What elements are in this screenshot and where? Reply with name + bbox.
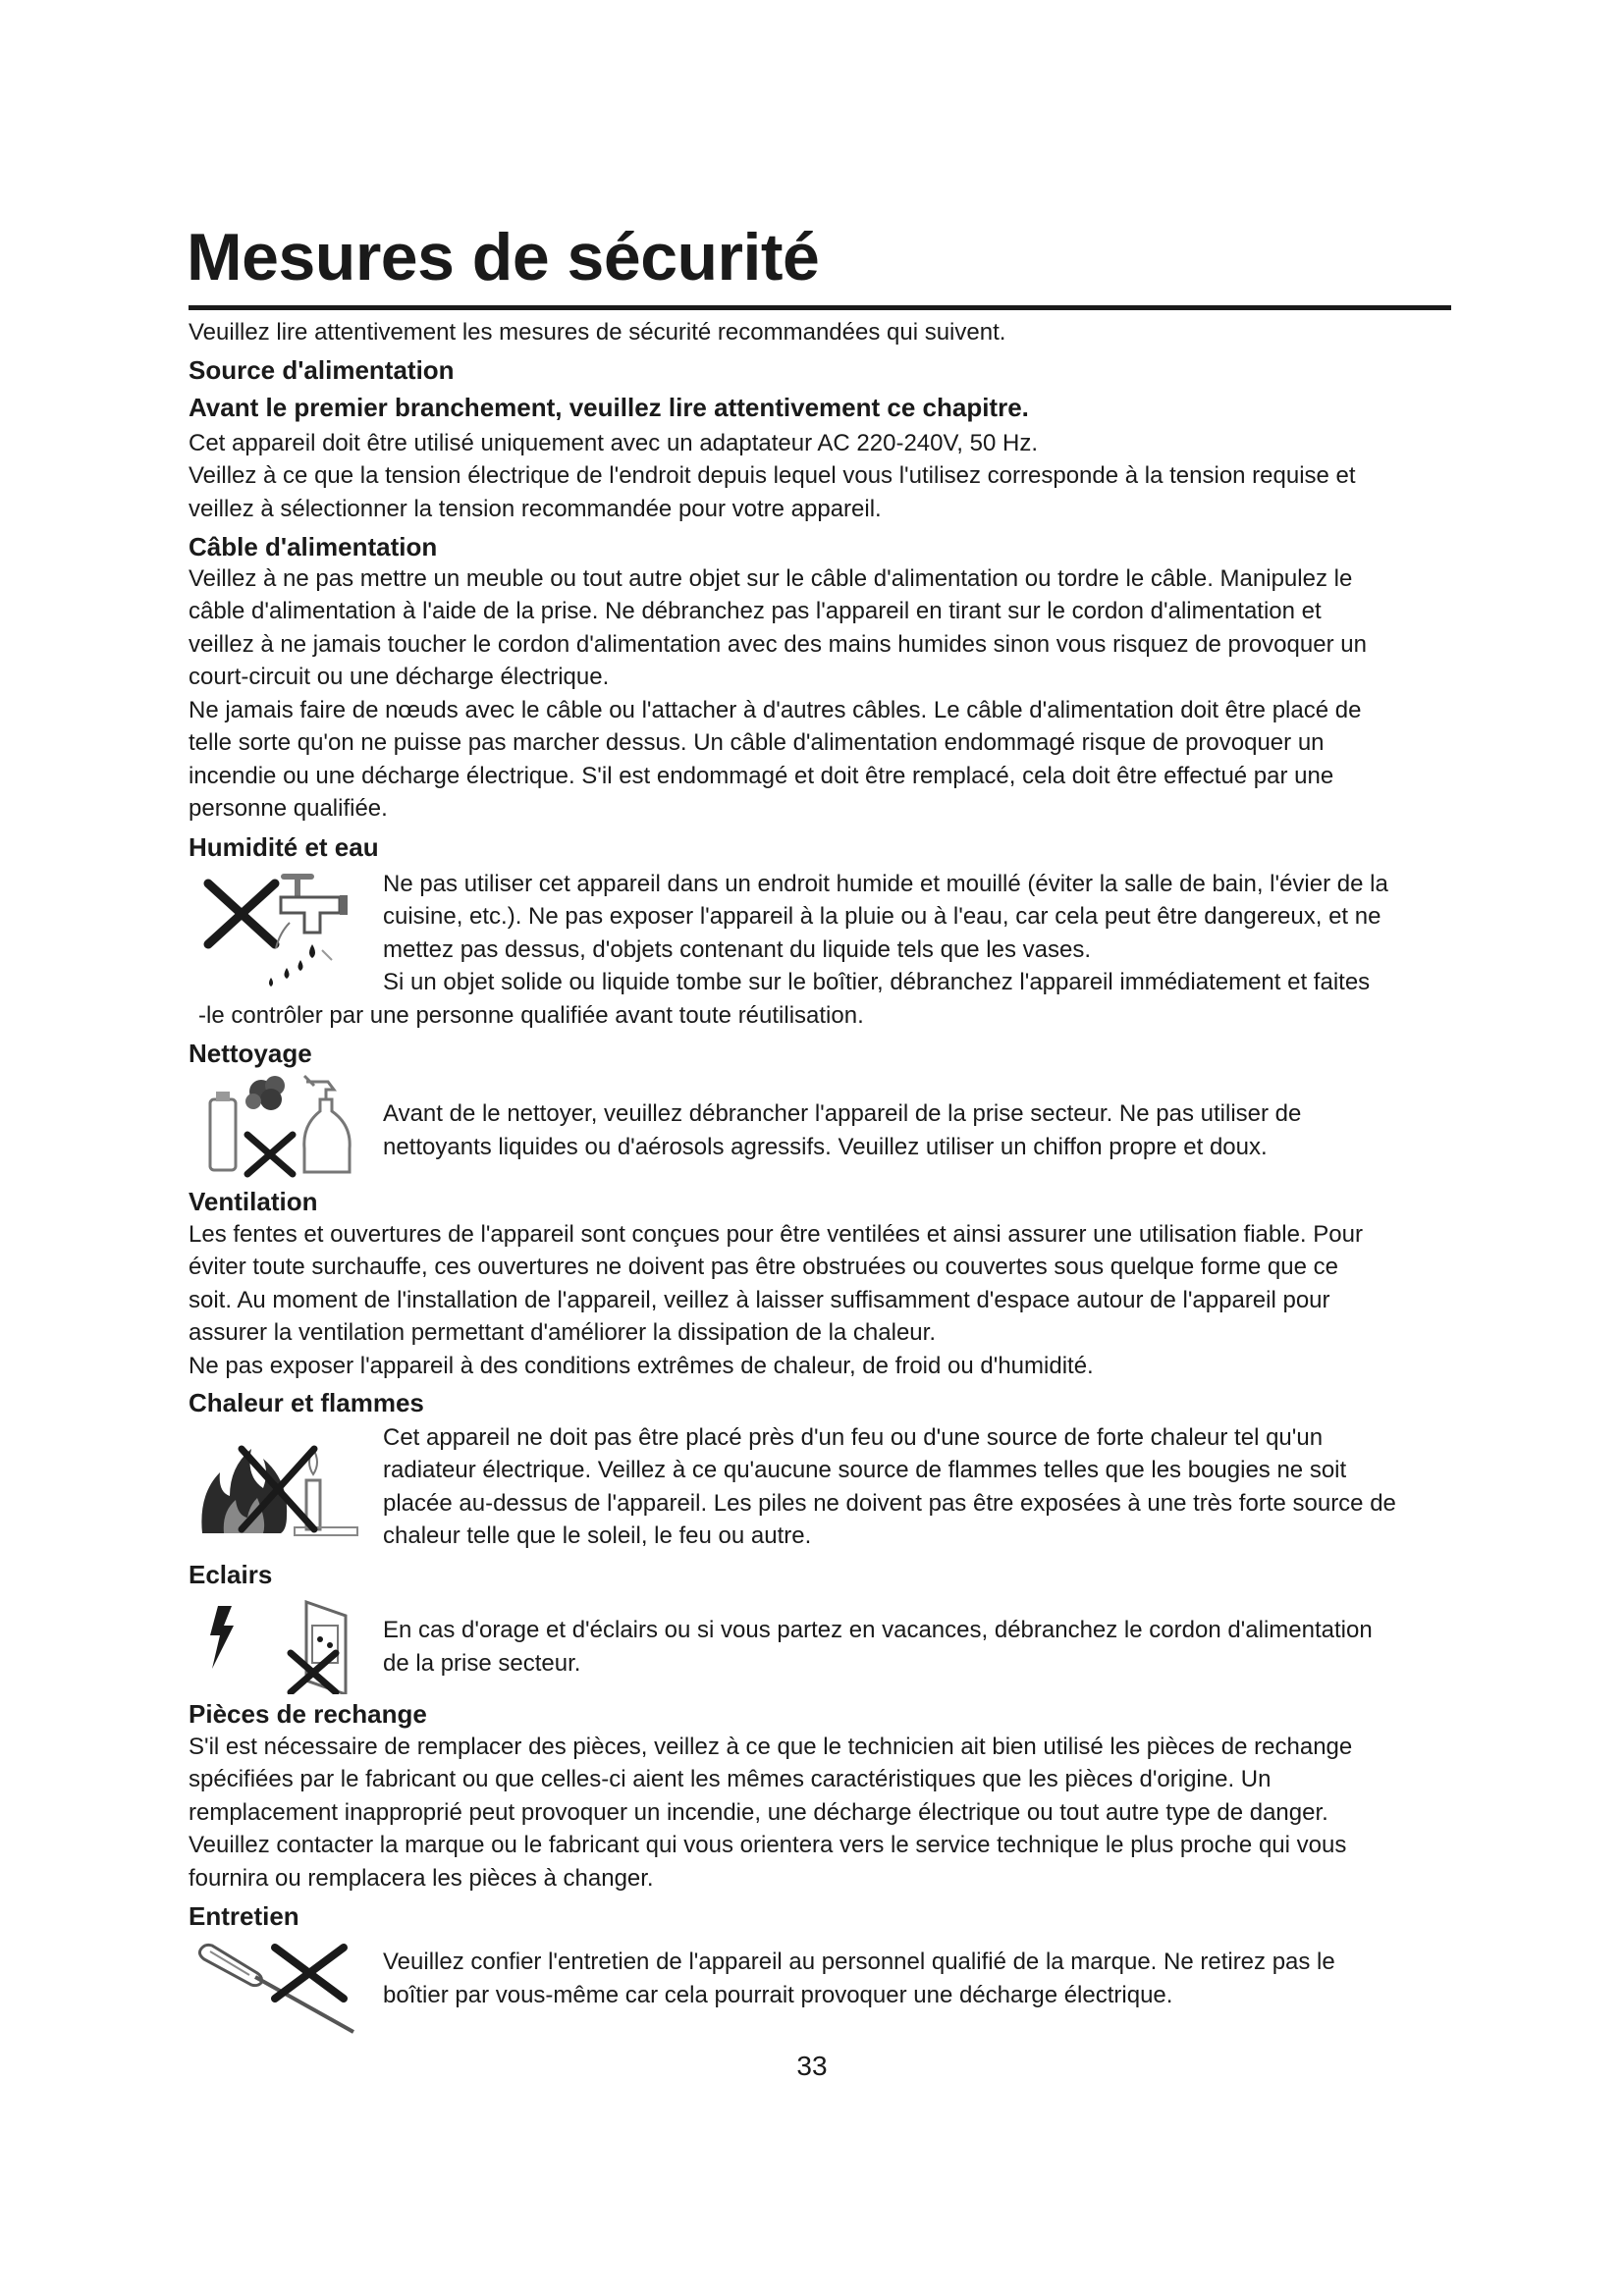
source-line: Veillez à ce que la tension électrique de l'endroit depuis lequel vous l'utilisez corresponde à la tension requise et (189, 462, 1356, 489)
no-aerosol-spray-icon (196, 1070, 363, 1178)
heat-line: Cet appareil ne doit pas être placé près d'un feu ou d'une source de forte chaleur tel qu'un (383, 1424, 1324, 1451)
cable-line: personne qualifiée. (189, 795, 388, 822)
cable-line: câble d'alimentation à l'aide de la prise. Ne débranchez pas l'appareil en tirant sur le cordon d'alimentation et (189, 598, 1322, 624)
cable-line: Ne jamais faire de nœuds avec le câble ou l'attacher à d'autres câbles. Le câble d'alimentation doit être placé de (189, 697, 1362, 723)
no-water-tap-icon (196, 866, 353, 988)
page-title: Mesures de sécurité (187, 220, 820, 294)
no-screwdriver-icon (196, 1938, 363, 2036)
cable-line: veillez à ne jamais toucher le cordon d'alimentation avec des mains humides sinon vous risquez de provoquer un (189, 631, 1367, 658)
parts-line: spécifiées par le fabricant ou que celles-ci aient les mêmes caractéristiques que les pièces d'origine. Un (189, 1766, 1272, 1792)
ventilation-line: éviter toute surchauffe, ces ouvertures ne doivent pas être obstruées ou couvertes sous quelque forme que ce (189, 1254, 1338, 1280)
section-heading-ventilation: Ventilation (189, 1187, 318, 1216)
cable-line: incendie ou une décharge électrique. S'il est endommagé et doit être remplacé, cela doit être effectué par une (189, 763, 1334, 789)
cleaning-line: Avant de le nettoyer, veuillez débrancher l'appareil de la prise secteur. Ne pas utiliser de (383, 1100, 1302, 1127)
section-heading-parts: Pièces de rechange (189, 1699, 427, 1729)
heat-line: placée au-dessus de l'appareil. Les piles ne doivent pas être exposées à une très forte source de (383, 1490, 1396, 1517)
section-heading-lightning: Eclairs (189, 1560, 273, 1589)
section-subheading-source: Avant le premier branchement, veuillez lire attentivement ce chapitre. (189, 393, 1029, 422)
cable-line: Veillez à ne pas mettre un meuble ou tout autre objet sur le câble d'alimentation ou tordre le câble. Manipulez le (189, 565, 1353, 592)
parts-line: fournira ou remplacera les pièces à changer. (189, 1865, 654, 1892)
parts-line: remplacement inapproprié peut provoquer un incendie, une décharge électrique ou tout autre type de danger. (189, 1799, 1328, 1826)
parts-line: Veuillez contacter la marque ou le fabricant qui vous orientera vers le service technique le plus proche qui vous (189, 1832, 1347, 1858)
cleaning-line: nettoyants liquides ou d'aérosols agressifs. Veuillez utiliser un chiffon propre et doux. (383, 1134, 1268, 1160)
ventilation-line: Les fentes et ouvertures de l'appareil sont conçues pour être ventilées et ainsi assurer une utilisation fiable. Pour (189, 1221, 1363, 1248)
title-rule (189, 305, 1451, 310)
section-heading-heat: Chaleur et flammes (189, 1388, 424, 1417)
service-line: Veuillez confier l'entretien de l'appareil au personnel qualifié de la marque. Ne retirez pas le (383, 1949, 1335, 1975)
intro-text: Veuillez lire attentivement les mesures de sécurité recommandées qui suivent. (189, 319, 1006, 346)
heat-line: chaleur telle que le soleil, le feu ou autre. (383, 1522, 812, 1549)
humidity-line: Si un objet solide ou liquide tombe sur le boîtier, débranchez l'appareil immédiatement et faites (383, 969, 1371, 995)
heat-line: radiateur électrique. Veillez à ce qu'aucune source de flammes telles que les bougies ne soit (383, 1457, 1347, 1483)
cable-line: telle sorte qu'on ne puisse pas marcher dessus. Un câble d'alimentation endommagé risque de provoquer un (189, 729, 1325, 756)
source-line: Cet appareil doit être utilisé uniquement avec un adaptateur AC 220-240V, 50 Hz. (189, 430, 1039, 456)
section-heading-cable: Câble d'alimentation (189, 532, 438, 561)
ventilation-line: Ne pas exposer l'appareil à des conditions extrêmes de chaleur, de froid ou d'humidité. (189, 1353, 1094, 1379)
ventilation-line: soit. Au moment de l'installation de l'appareil, veillez à laisser suffisamment d'espace autour de l'appareil pour (189, 1287, 1330, 1313)
page-number: 33 (796, 2051, 828, 2081)
humidity-line: cuisine, etc.). Ne pas exposer l'appareil à la pluie ou à l'eau, car cela peut être dangereux, et ne (383, 903, 1381, 930)
section-heading-cleaning: Nettoyage (189, 1039, 312, 1068)
lightning-line: de la prise secteur. (383, 1650, 581, 1677)
lightning-unplug-icon (196, 1596, 363, 1694)
section-heading-service: Entretien (189, 1901, 299, 1931)
source-line: veillez à sélectionner la tension recommandée pour votre appareil. (189, 496, 882, 522)
humidity-line: mettez pas dessus, d'objets contenant du liquide tels que les vases. (383, 936, 1092, 963)
no-fire-candle-icon (196, 1435, 363, 1541)
humidity-tail: -le contrôler par une personne qualifiée avant toute réutilisation. (198, 1002, 864, 1029)
humidity-line: Ne pas utiliser cet appareil dans un endroit humide et mouillé (éviter la salle de bain, l'évier de la (383, 871, 1388, 897)
service-line: boîtier par vous-même car cela pourrait provoquer une décharge électrique. (383, 1982, 1173, 2008)
lightning-line: En cas d'orage et d'éclairs ou si vous partez en vacances, débranchez le cordon d'alimentation (383, 1617, 1373, 1643)
section-heading-humidity: Humidité et eau (189, 832, 379, 862)
cable-line: court-circuit ou une décharge électrique. (189, 664, 610, 690)
parts-line: S'il est nécessaire de remplacer des pièces, veillez à ce que le technicien ait bien utilisé les pièces de rechange (189, 1734, 1353, 1760)
section-heading-source: Source d'alimentation (189, 355, 455, 385)
ventilation-line: assurer la ventilation permettant d'améliorer la dissipation de la chaleur. (189, 1319, 936, 1346)
